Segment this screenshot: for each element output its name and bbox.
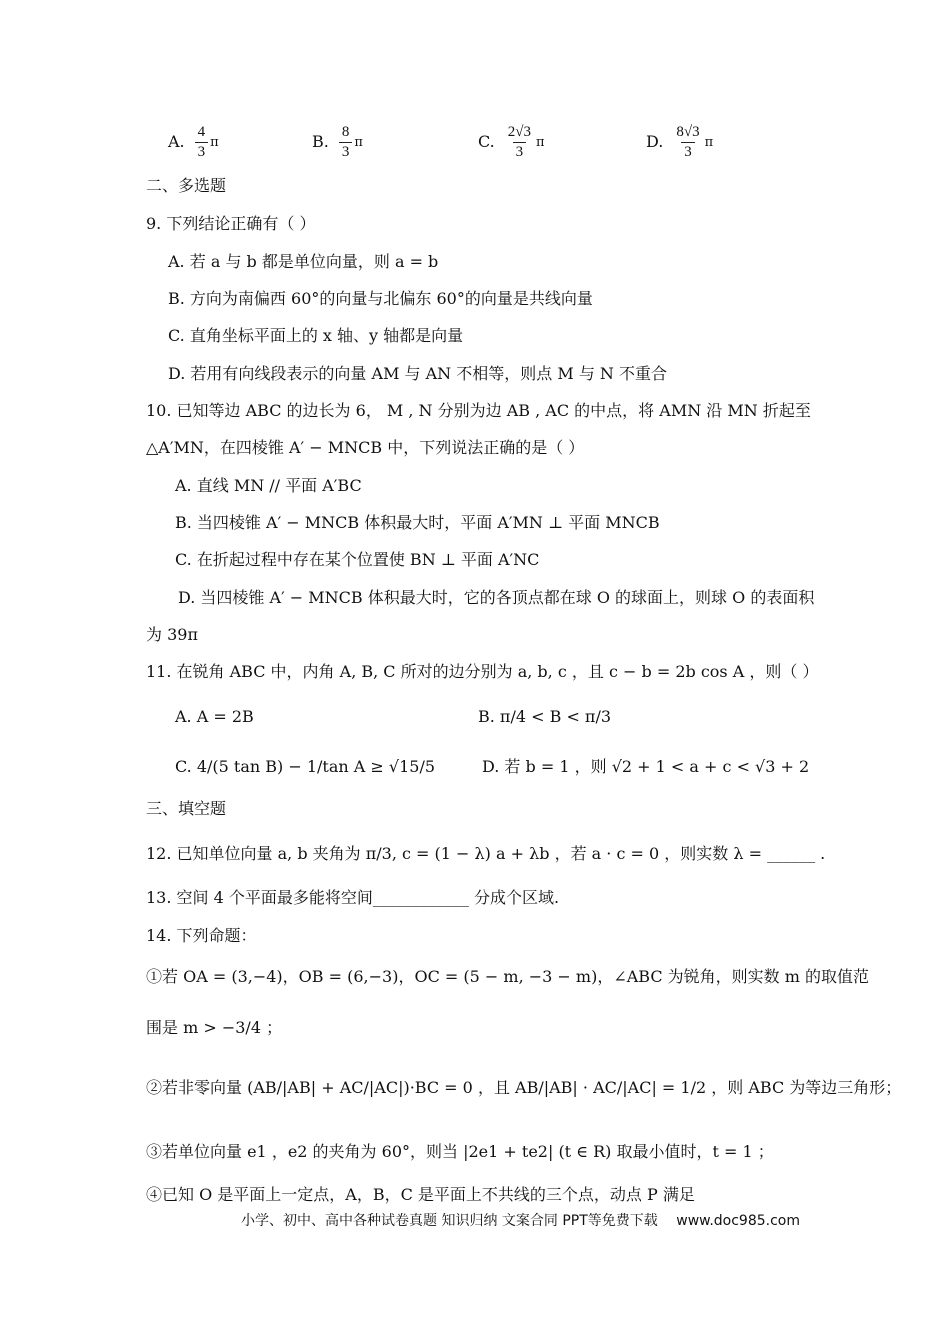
q10-option-c: C. 在折起过程中存在某个位置使 BN ⊥ 平面 A′NC: [175, 550, 540, 569]
q9-option-b: B. 方向为南偏西 60°的向量与北偏东 60°的向量是共线向量: [168, 289, 593, 308]
pi-symbol: π: [354, 134, 363, 150]
q9-stem: 9. 下列结论正确有（ ）: [146, 214, 316, 233]
q10-stem-line2: △A′MN，在四棱锥 A′ − MNCB 中，下列说法正确的是（ ）: [146, 438, 585, 457]
footer-text: 小学、初中、高中各种试卷真题 知识归纳 文案合同 PPT等免费下载: [241, 1213, 658, 1229]
footer-banner: [241, 1214, 800, 1228]
option-label: A.: [168, 132, 185, 151]
q14-proposition-3: ③若单位向量 e1 ，e2 的夹角为 60°，则当 |2e1 + te2| (t ∈ R) 取最小值时，t = 1 ；: [146, 1142, 774, 1161]
footer-url[interactable]: www.doc985.com: [676, 1213, 800, 1229]
q10-stem-line1: 10. 已知等边 ABC 的边长为 6， M , N 分别为边 AB , AC 的中点，将 AMN 沿 MN 折起至: [146, 401, 811, 420]
q10-option-b: B. 当四棱锥 A′ − MNCB 体积最大时，平面 A′MN ⊥ 平面 MNCB: [175, 513, 660, 532]
q11-option-d: D. 若 b = 1 ，则 √2 + 1 < a + c < √3 + 2: [482, 757, 810, 776]
q8-option-a: [168, 120, 219, 164]
pi-symbol: π: [536, 134, 545, 150]
q8-option-b: [312, 120, 363, 164]
q10-option-d-line1: D. 当四棱锥 A′ − MNCB 体积最大时，它的各顶点都在球 O 的球面上，则球 O 的表面积: [178, 588, 815, 607]
q10-option-d-line2: 为 39π: [146, 625, 198, 644]
option-label: D.: [646, 132, 664, 151]
q9-option-c: C. 直角坐标平面上的 x 轴、y 轴都是向量: [168, 326, 464, 345]
section-heading-fill-blank: 三、填空题: [146, 799, 227, 818]
q11-option-c: C. 4/(5 tan B) − 1/tan A ≥ √15/5: [175, 757, 436, 776]
option-label: C.: [478, 132, 495, 151]
q14-proposition-1-line2: 围是 m > −3/4 ；: [146, 1018, 283, 1037]
pi-symbol: π: [210, 134, 219, 150]
fraction: $\frac{4}{3}$: [195, 125, 209, 160]
q8-option-d: [646, 120, 713, 164]
option-label: B.: [312, 132, 329, 151]
q9-option-d: D. 若用有向线段表示的向量 AM 与 AN 不相等，则点 M 与 N 不重合: [168, 364, 667, 383]
q11-option-b: B. π/4 < B < π/3: [478, 707, 612, 726]
q10-option-a: A. 直线 MN // 平面 A′BC: [175, 476, 362, 495]
section-heading-multiple-choice: 二、多选题: [146, 176, 227, 195]
fraction: $\frac{2√3}{3}$: [507, 123, 531, 160]
q14-proposition-2: ②若非零向量 (AB/|AB| + AC/|AC|)·BC = 0 ，且 AB/|AB| · AC/|AC| = 1/2 ，则 ABC 为等边三角形；: [146, 1078, 902, 1097]
q9-option-a: A. 若 a 与 b 都是单位向量，则 a = b: [168, 252, 439, 271]
q14-stem: 14. 下列命题：: [146, 926, 257, 945]
fraction: $\frac{8}{3}$: [339, 125, 353, 160]
q11-option-a: A. A = 2B: [175, 707, 254, 726]
pi-symbol: π: [704, 134, 714, 150]
q14-proposition-1-line1: ①若 OA = (3,−4)，OB = (6,−3)，OC = (5 − m, −3 − m)，∠ABC 为锐角，则实数 m 的取值范: [146, 967, 870, 986]
q14-proposition-4: ④已知 O 是平面上一定点，A，B，C 是平面上不共线的三个点，动点 P 满足: [146, 1185, 695, 1204]
fraction: $\frac{8√3}{3}$: [676, 123, 700, 160]
q8-option-c: [478, 120, 545, 164]
q12: 12. 已知单位向量 a, b 夹角为 π/3, c = (1 − λ) a + λb ，若 a · c = 0 ，则实数 λ = ______ .: [146, 844, 826, 863]
q13: 13. 空间 4 个平面最多能将空间____________ 分成个区域.: [146, 888, 560, 907]
q11-stem: 11. 在锐角 ABC 中，内角 A, B, C 所对的边分别为 a, b, c ，且 c − b = 2b cos A ，则（ ）: [146, 662, 819, 681]
